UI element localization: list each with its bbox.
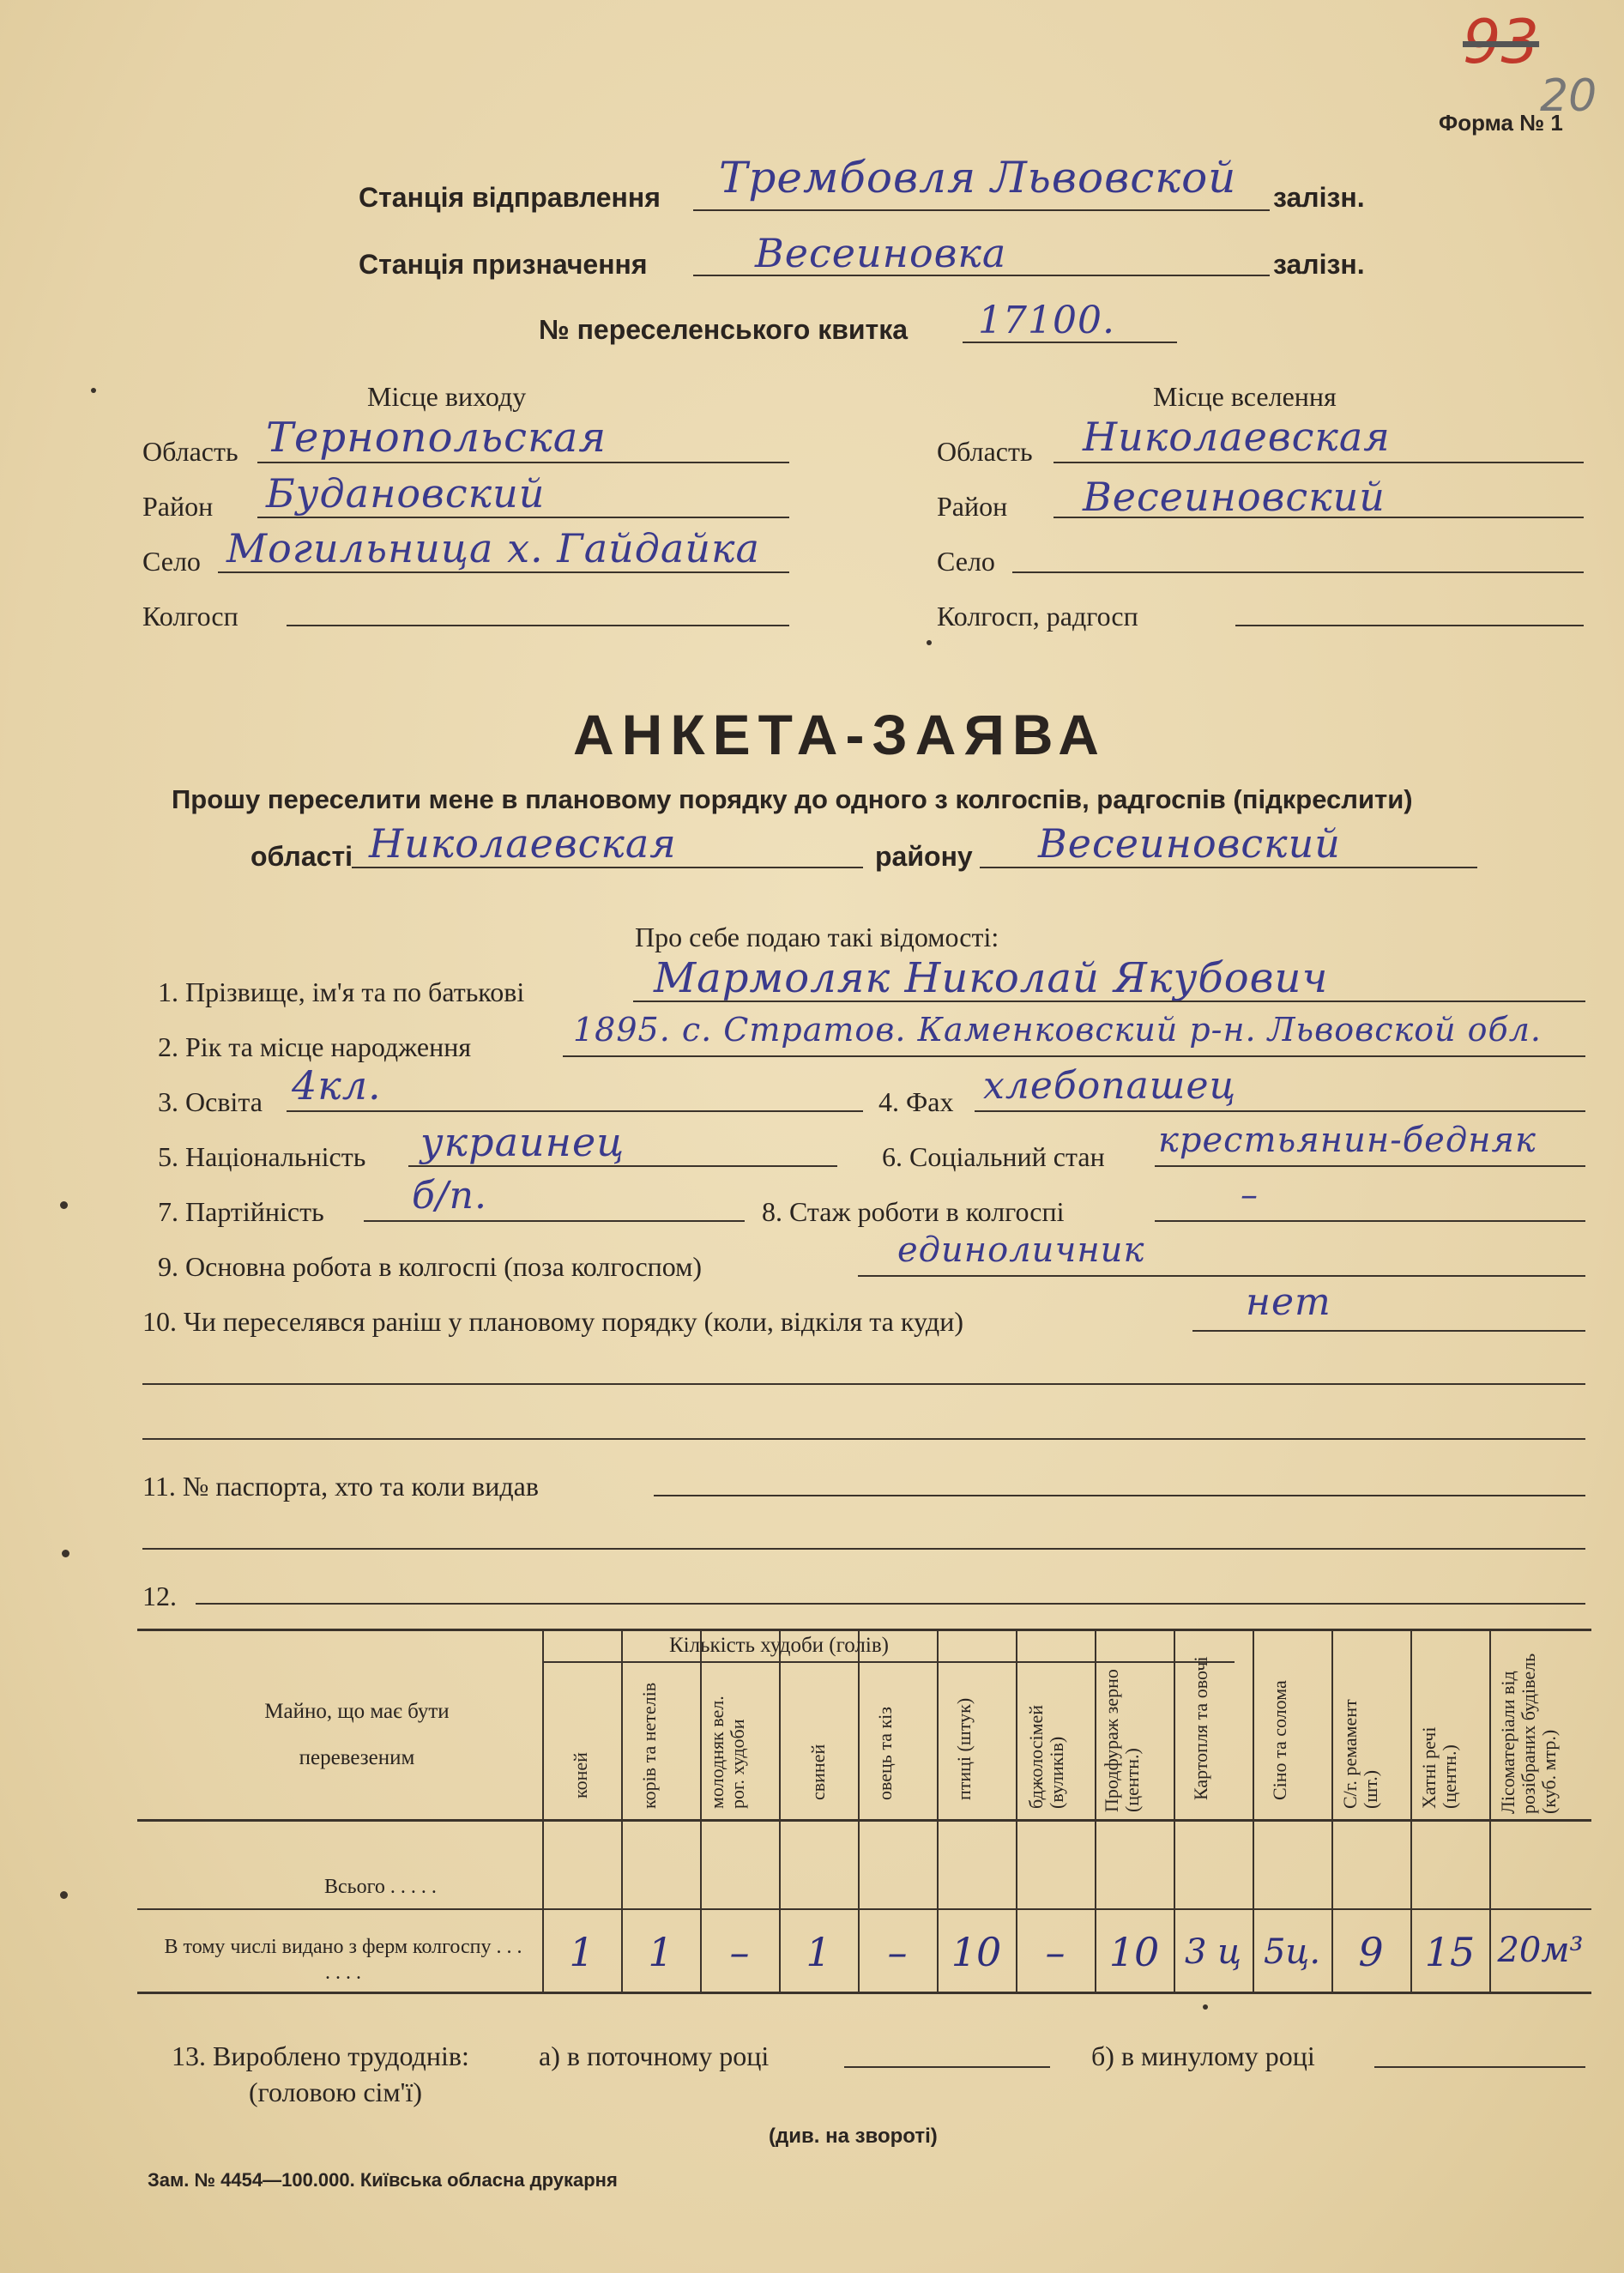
field-8-label: 8. Стаж роботи в колгоспі	[762, 1196, 1065, 1227]
col-poultry: птиці (штук)	[953, 1697, 975, 1800]
field-10-extra-line-1	[142, 1383, 1585, 1385]
farm-value-beehives: –	[1045, 1929, 1066, 1975]
field-9-value: единоличник	[897, 1230, 1145, 1270]
destination-rail-suffix: залізн.	[1273, 249, 1365, 280]
field-4-value: хлебопашец	[983, 1064, 1237, 1108]
farm-value-tools: 9	[1358, 1929, 1384, 1975]
origin-heading: Місце виходу	[367, 381, 527, 412]
field-9-label: 9. Основна робота в колгоспі (поза колгоспом)	[158, 1251, 703, 1282]
table-bottom-border	[137, 1992, 1591, 1994]
farm-value-young-cattle: –	[729, 1929, 750, 1975]
binding-hole	[62, 1550, 69, 1557]
field-4-line	[975, 1110, 1585, 1112]
workdays-current-label: а) в поточному році	[539, 2040, 770, 2071]
table-total-row-bottom	[137, 1908, 1591, 1910]
destination-kolhosp-label: Колгосп, радгосп	[937, 601, 1138, 632]
field-10-line	[1192, 1330, 1585, 1332]
field-2-label: 2. Рік та місце народження	[158, 1031, 472, 1062]
info-heading: Про себе подаю такі відомості:	[635, 922, 999, 952]
ticket-value: 17100.	[978, 299, 1115, 342]
field-5-label: 5. Національність	[158, 1141, 366, 1172]
paper-speck	[927, 640, 932, 645]
request-oblast-label: області	[251, 841, 353, 872]
workdays-sub: (головою сім'ї)	[249, 2077, 422, 2107]
field-2-line	[563, 1055, 1585, 1057]
field-6-line	[1155, 1165, 1585, 1167]
field-7-line	[364, 1220, 745, 1222]
binding-hole	[60, 1201, 68, 1209]
col-fodder-grain: Продфураж зерно (центн.)	[1101, 1669, 1143, 1812]
destination-kolhosp-line	[1235, 625, 1584, 626]
field-12-label: 12.	[142, 1581, 177, 1611]
origin-oblast-label: Область	[142, 436, 238, 467]
origin-selo-label: Село	[142, 546, 201, 577]
property-label: Майно, що має бути перевезеним	[264, 1700, 450, 1769]
farm-value-sheep-goats: –	[887, 1929, 908, 1975]
destination-selo-label: Село	[937, 546, 995, 577]
col-young-cattle: молодняк вел. рог. худоби	[706, 1696, 748, 1809]
farm-value-timber: 20м³	[1497, 1931, 1584, 1970]
departure-station-value: Трембовля Львовской	[719, 153, 1237, 203]
field-5-line	[408, 1165, 837, 1167]
col-horses: коней	[570, 1752, 591, 1798]
farm-value-household: 15	[1424, 1929, 1476, 1975]
origin-raion-value: Будановский	[266, 470, 546, 517]
col-potatoes: Картопля та овочі	[1190, 1656, 1211, 1800]
origin-oblast-value: Тернопольская	[266, 414, 607, 462]
farm-value-pigs: 1	[806, 1929, 831, 1975]
departure-rail-suffix: залізн.	[1273, 182, 1365, 213]
livestock-group-label: Кількість худоби (голів)	[669, 1634, 889, 1657]
field-8-value: –	[1241, 1176, 1259, 1215]
farm-value-potatoes: 3 ц	[1184, 1932, 1242, 1972]
destination-oblast-value: Николаевская	[1083, 414, 1391, 460]
field-11-label: 11. № паспорта, хто та коли видав	[142, 1471, 539, 1502]
workdays-label: 13. Вироблено трудоднів:	[172, 2040, 469, 2071]
farm-value-horses: 1	[569, 1929, 595, 1975]
turn-over-note: (див. на звороті)	[769, 2125, 938, 2148]
workdays-previous-line	[1374, 2066, 1585, 2068]
field-3-value: 4кл.	[292, 1062, 382, 1109]
form-title: АНКЕТА-ЗАЯВА	[573, 703, 1107, 766]
request-raion-label: району	[875, 841, 973, 872]
row-total-label: Всього . . . . .	[324, 1876, 437, 1898]
destination-heading: Місце вселення	[1153, 381, 1337, 412]
table-header-bottom	[137, 1819, 1591, 1822]
col-hay: Сіно та солома	[1269, 1680, 1290, 1800]
field-5-value: украинец	[420, 1119, 625, 1165]
field-6-label: 6. Соціальний стан	[882, 1141, 1105, 1172]
property-table	[137, 1629, 1591, 1993]
farm-value-poultry: 10	[951, 1929, 1002, 1975]
paper-speck	[1203, 2004, 1208, 2010]
col-agri-tools: С/г. ремамент (шт.)	[1339, 1699, 1381, 1809]
origin-raion-label: Район	[142, 491, 214, 522]
request-raion-value: Весеиновский	[1038, 820, 1341, 867]
origin-raion-line	[257, 517, 789, 518]
request-oblast-value: Николаевская	[369, 820, 677, 867]
field-10-extra-line-2	[142, 1438, 1585, 1440]
archive-folio-pencil: 20	[1540, 70, 1597, 122]
ticket-label: № переселенського квитка	[539, 314, 909, 345]
paper-speck	[91, 388, 96, 393]
origin-kolhosp-line	[287, 625, 789, 626]
request-text: Прошу переселити мене в плановому порядку до одного з колгоспів, радгоспів (підкреслити)	[172, 784, 1413, 814]
farm-value-fodder: 10	[1108, 1929, 1160, 1975]
origin-selo-line	[218, 571, 789, 573]
field-7-value: б/п.	[412, 1174, 488, 1218]
origin-selo-value: Могильница х. Гайдайка	[226, 525, 760, 571]
destination-oblast-line	[1053, 462, 1584, 463]
request-oblast-line	[352, 867, 863, 868]
destination-raion-value: Весеиновский	[1083, 474, 1386, 520]
field-10-value: нет	[1246, 1280, 1331, 1324]
field-11-line	[654, 1495, 1585, 1496]
destination-station-label: Станція призначення	[359, 249, 648, 280]
workdays-previous-label: б) в минулому році	[1091, 2040, 1315, 2071]
farm-value-cows: 1	[648, 1929, 673, 1975]
col-pigs: свиней	[807, 1744, 829, 1800]
field-10-label: 10. Чи переселявся раніш у плановому порядку (коли, відкіля та куди)	[142, 1306, 963, 1337]
destination-selo-line	[1012, 571, 1584, 573]
field-9-line	[858, 1275, 1585, 1277]
binding-hole	[60, 1891, 68, 1899]
field-3-line	[287, 1110, 863, 1112]
col-beehives: бджолосімей (вуликів)	[1025, 1704, 1067, 1809]
col-sheep-goats: овець та кіз	[874, 1707, 896, 1800]
field-6-value: крестьянин-бедняк	[1158, 1121, 1536, 1160]
field-7-label: 7. Партійність	[158, 1196, 324, 1227]
row-farm-label: В тому числі видано з ферм колгоспу . . . . . . .	[164, 1936, 522, 1984]
origin-oblast-line	[257, 462, 789, 463]
origin-kolhosp-label: Колгосп	[142, 601, 238, 632]
col-cows: корів та нетелів	[638, 1682, 660, 1809]
printer-imprint: Зам. № 4454—100.000. Київська обласна друкарня	[148, 2169, 618, 2191]
departure-station-line	[693, 209, 1270, 211]
col-household: Хатні речі (центн.)	[1418, 1726, 1460, 1809]
form-number: Форма № 1	[1439, 110, 1563, 136]
field-3-label: 3. Освіта	[158, 1086, 263, 1117]
field-2-value: 1895. с. Стратов. Каменковский р-н. Львовской обл.	[573, 1011, 1542, 1049]
farm-value-hay: 5ц.	[1263, 1932, 1321, 1972]
field-4-label: 4. Фах	[878, 1086, 954, 1117]
field-1-value: Мармоляк Николай Якубович	[654, 954, 1329, 1002]
departure-station-label: Станція відправлення	[359, 182, 661, 213]
request-raion-line	[980, 867, 1477, 868]
field-1-label: 1. Прізвище, ім'я та по батькові	[158, 976, 525, 1007]
destination-oblast-label: Область	[937, 436, 1033, 467]
archive-folio-old: 93	[1463, 7, 1540, 77]
table-top-border	[137, 1629, 1591, 1631]
workdays-current-line	[844, 2066, 1050, 2068]
destination-station-value: Весеиновка	[755, 230, 1007, 276]
destination-raion-label: Район	[937, 491, 1008, 522]
field-12-line	[196, 1603, 1585, 1605]
col-timber: Лісоматеріали від розібраних будівель (куб. мтр.)	[1497, 1653, 1560, 1814]
field-11-extra-line	[142, 1548, 1585, 1550]
field-8-line	[1155, 1220, 1585, 1222]
